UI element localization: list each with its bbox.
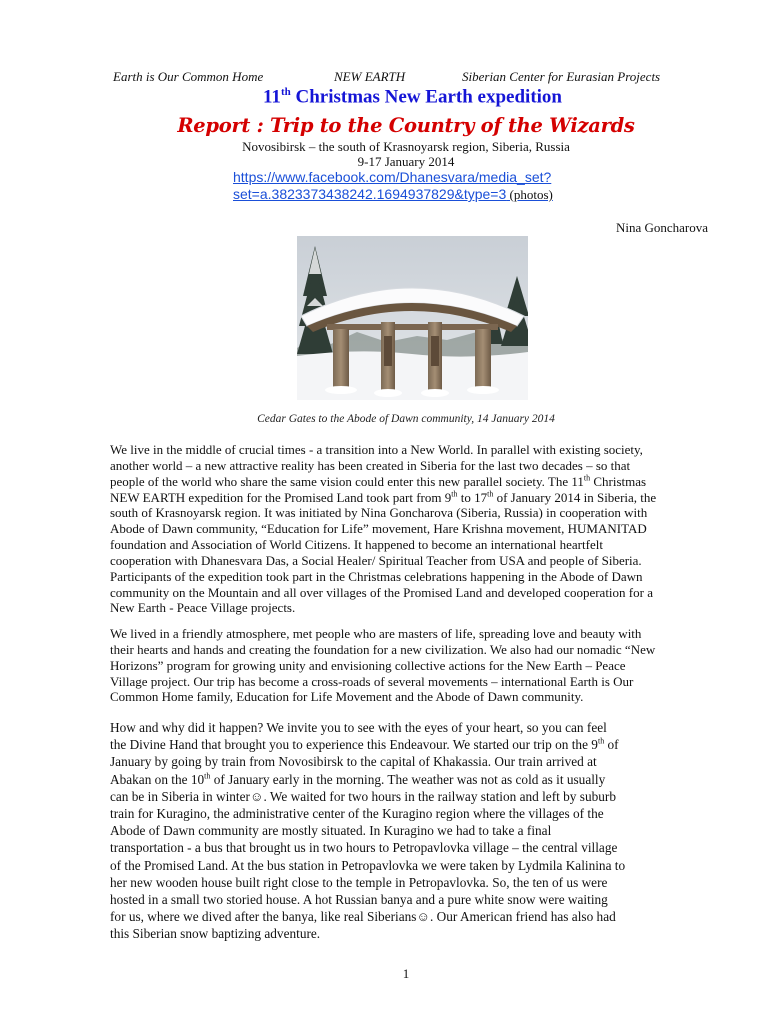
text-line: transportation - a bus that brought us in two hours to Petropavlovka village – the central village <box>110 840 618 856</box>
org-new-earth: NEW EARTH <box>334 69 406 84</box>
report-subtitle: Report : Trip to the Country of the Wizards <box>177 114 635 137</box>
text-line: January by going by train from Novosibirsk to the capital of Khakassia. Our train arrived at <box>110 754 597 770</box>
paragraph-atmosphere <box>110 626 715 705</box>
text-line: Abakan on the 10th of January early in the morning. The weather was not as cold as it usually <box>110 771 606 787</box>
text-line: their hearts and hands and creating the foundation for a new civilization. We also had our nomadic “New <box>110 641 656 657</box>
text-line: this Siberian snow baptizing adventure. <box>110 926 321 942</box>
text-line: Village project. Our trip has become a cross-roads of several movements – international Earth is Our <box>110 673 634 689</box>
text-line: another world – a new attractive reality has been created in Siberia for the last two decades – so that <box>110 457 631 473</box>
text-line: We lived in a friendly atmosphere, met people who are masters of life, spreading love and beauty with <box>110 626 642 641</box>
text-line: train for Kuragino, the administrative center of the Kuragino region where the villages of the <box>110 806 604 822</box>
photos-link-line1[interactable]: https://www.facebook.com/Dhanesvara/media_set? <box>233 169 552 185</box>
text-line: south of Krasnoyarsk region. It was initiated by Nina Goncharova (Siberia, Russia) in cooperation with <box>110 505 648 521</box>
org-earth-common-home: Earth is Our Common Home <box>113 69 264 84</box>
text-line: her new wooden house built right close to the temple in Petropavlovka. So, the ten of us were <box>110 874 608 890</box>
text-line: of the Promised Land. At the bus station in Petropavlovka we were taken by Lydmila Kalinina to <box>110 857 626 873</box>
text-line: NEW EARTH expedition for the Promised Land took part from 9th to 17th of January 2014 in Siberia, the <box>110 489 657 505</box>
text-line: foundation and Association of World Citizens. It happened to become an international heartfelt <box>110 537 603 553</box>
document-title <box>0 86 768 108</box>
page-number: 1 <box>402 966 410 981</box>
text-line: Common Home family, Education for Life Movement and the Abode of Dawn community. <box>110 689 584 705</box>
author-name: Nina Goncharova <box>615 220 708 235</box>
title-text: Christmas New Earth expedition <box>290 86 562 108</box>
org-siberian-center: Siberian Center for Eurasian Projects <box>462 69 661 84</box>
title-ordinal-suffix: th <box>280 86 291 98</box>
photos-label: (photos) <box>506 187 553 202</box>
title-ordinal: 11 <box>262 86 281 108</box>
cedar-gates-image <box>297 236 528 400</box>
text-line: Participants of the expedition took part in the Christmas celebrations happening in the Abode of Dawn <box>110 568 643 584</box>
paragraph-journey <box>110 719 715 943</box>
paragraph-intro <box>110 442 715 616</box>
text-line: hosted in a small two storied house. A hot Russian banya and a pure white snow were waiting <box>110 892 608 908</box>
text-line: Horizons” program for growing unity and envisioning collective actions for the New Earth – Peace <box>110 657 626 673</box>
text-line: for us, where we dived after the banya, like real Siberians☺. Our American friend has also had <box>110 909 616 925</box>
photos-link-line2-row <box>233 186 553 203</box>
text-line: How and why did it happen? We invite you to see with the eyes of your heart, so you can feel <box>110 720 607 735</box>
text-line: Abode of Dawn community are mostly situated. In Kuragino we had to take a final <box>110 823 552 839</box>
text-line: community on the Mountain and all over villages of the Promised Land and developed cooperation for a <box>110 584 653 600</box>
location-line: Novosibirsk – the south of Krasnoyarsk region, Siberia, Russia <box>242 139 570 154</box>
text-line: the Divine Hand that brought you to experience this Endeavour. We started our trip on the 9th of <box>110 736 619 753</box>
photo-caption: Cedar Gates to the Abode of Dawn community, 14 January 2014 <box>257 413 555 425</box>
text-line: can be in Siberia in winter☺. We waited for two hours in the railway station and left by suburb <box>110 788 616 804</box>
text-line: people of the world who share the same vision could enter this new parallel society. The 11th Christmas <box>110 473 647 489</box>
text-line: Abode of Dawn community, “Education for Life” movement, Hare Krishna movement, HUMANITAD <box>110 521 647 537</box>
text-line: cooperation with Dhanesvara Das, a Social Healer/ Spiritual Teacher from USA and people of Siberia. <box>110 552 642 568</box>
date-line: 9-17 January 2014 <box>357 154 455 169</box>
text-line: New Earth - Peace Village projects. <box>110 600 296 616</box>
cedar-gates-photo <box>297 236 528 400</box>
photos-link-line2[interactable]: set=a.3823373438242.1694937829&type=3 <box>233 186 507 202</box>
text-line: We live in the middle of crucial times - a transition into a New World. In parallel with existing society, <box>110 442 643 457</box>
